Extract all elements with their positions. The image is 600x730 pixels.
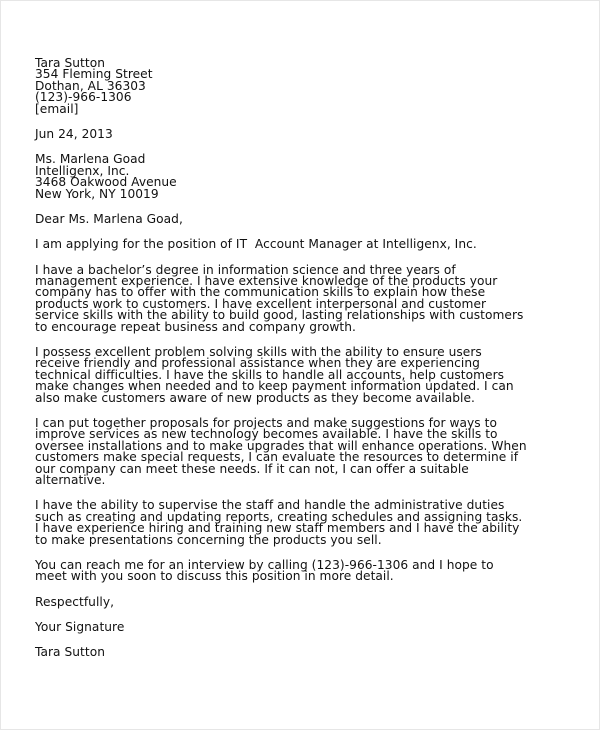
signer-name: Tara Sutton	[35, 645, 105, 660]
letter-date: Jun 24, 2013	[35, 126, 113, 141]
paragraph-line: I can put together proposals for projects and make suggestions for ways to	[35, 415, 497, 430]
paragraph-line: I have experience hiring and training new staff members and I have the ability	[35, 521, 520, 536]
paragraph-line: our company can meet these needs. If it can not, I can offer a suitable	[35, 461, 469, 476]
paragraph-contact	[35, 557, 559, 584]
sender-phone: (123)-966-1306	[35, 90, 132, 105]
paragraph-proposals	[35, 415, 559, 487]
paragraph-line: oversee installations and to make upgrades that will enhance operations. When	[35, 438, 527, 453]
recipient-block	[35, 154, 559, 200]
paragraph-line: management experience. I have extensive knowledge of the products your	[35, 274, 498, 289]
paragraph-line: customers make special requests, I can evaluate the resources to determine if	[35, 450, 519, 465]
paragraph-supervision	[35, 500, 559, 546]
closing: Respectfully,	[35, 594, 115, 609]
recipient-company: Intelligenx, Inc.	[35, 163, 130, 178]
paragraph-skills	[35, 347, 559, 404]
paragraph-intro	[35, 239, 559, 250]
paragraph-line: technical difficulties. I have the skills to handle all accounts, help customers	[35, 367, 505, 382]
paragraph-line: such as creating and updating reports, creating schedules and assigning tasks.	[35, 509, 523, 524]
paragraph-line: You can reach me for an interview by calling (123)-966-1306 and I hope to	[35, 557, 494, 572]
paragraph-line: to encourage repeat business and company growth.	[35, 319, 356, 334]
paragraph-line: meet with you soon to discuss this position in more detail.	[35, 569, 394, 584]
paragraph-line: I have the ability to supervise the staff and handle the administrative duties	[35, 498, 505, 513]
sender-name: Tara Sutton	[35, 56, 105, 70]
paragraph-education	[35, 262, 559, 334]
paragraph-line: alternative.	[35, 472, 106, 487]
paragraph-line: receive friendly and professional assistance when they are experiencing	[35, 356, 480, 371]
recipient-street: 3468 Oakwood Avenue	[35, 175, 177, 190]
sender-city: Dothan, AL 36303	[35, 78, 146, 93]
recipient-name: Ms. Marlena Goad	[35, 152, 146, 167]
paragraph-line: also make customers aware of new products as they become available.	[35, 390, 475, 405]
paragraph-line: I have a bachelor’s degree in information science and three years of	[35, 262, 456, 277]
paragraph-line: to make presentations concerning the products you sell.	[35, 532, 382, 547]
sender-block	[35, 58, 559, 115]
salutation: Dear Ms. Marlena Goad,	[35, 211, 183, 226]
paragraph-line: I possess excellent problem solving skills with the ability to ensure users	[35, 345, 482, 360]
recipient-city: New York, NY 10019	[35, 186, 159, 201]
sender-email: [email]	[35, 101, 79, 116]
sender-street: 354 Fleming Street	[35, 67, 153, 82]
paragraph-line: make changes when needed and to keep payment information updated. I can	[35, 379, 514, 394]
paragraph-line: service skills with the ability to build good, lasting relationships with customers	[35, 308, 524, 323]
paragraph-line: products work to customers. I have excellent interpersonal and customer	[35, 296, 487, 311]
paragraph-line: I am applying for the position of IT Account Manager at Intelligenx, Inc.	[35, 237, 477, 252]
signature-line: Your Signature	[35, 620, 125, 635]
paragraph-line: improve services as new technology becomes available. I have the skills to	[35, 427, 498, 442]
cover-letter	[35, 58, 559, 659]
paragraph-line: company has to offer with the communication skills to explain how these	[35, 285, 486, 300]
